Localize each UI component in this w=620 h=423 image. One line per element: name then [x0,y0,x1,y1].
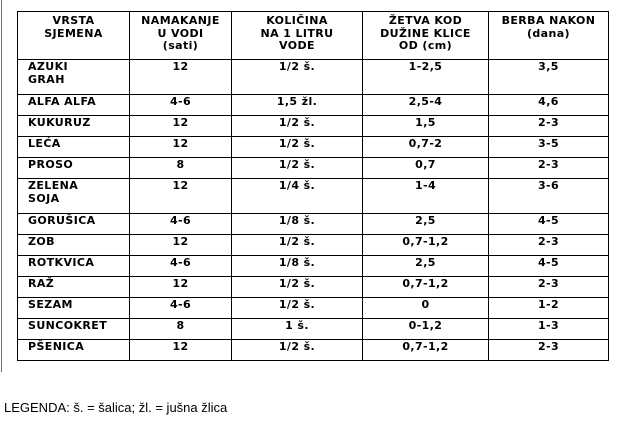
table-row [18,137,609,158]
seed-name-cell: KUKURUZ [18,116,130,137]
sprout-length-cell: 2,5 [363,214,489,235]
soaking-cell: 4-6 [130,298,232,319]
days-cell: 4-5 [489,214,609,235]
amount-cell: 1/2 š. [232,235,363,256]
soaking-cell: 4-6 [130,214,232,235]
seed-name-cell: ZELENA SOJA [18,179,130,214]
soaking-cell: 12 [130,235,232,256]
amount-cell: 1/2 š. [232,298,363,319]
soaking-cell: 12 [130,340,232,361]
soaking-cell: 12 [130,179,232,214]
seed-name-cell: PROSO [18,158,130,179]
days-cell: 1-3 [489,319,609,340]
sprouting-table [17,11,609,361]
days-cell: 4,6 [489,95,609,116]
sprout-length-cell: 1,5 [363,116,489,137]
seed-name-cell: ROTKVICA [18,256,130,277]
days-cell: 2-3 [489,340,609,361]
header-amount-per-litre: KOLIČINA NA 1 LITRU VODE [232,12,363,60]
soaking-cell: 8 [130,158,232,179]
seed-name-cell: RAŽ [18,277,130,298]
sprout-length-cell: 0,7-1,2 [363,235,489,256]
table-row [18,95,609,116]
sprout-length-cell: 0,7-1,2 [363,340,489,361]
amount-cell: 1,5 žl. [232,95,363,116]
amount-cell: 1/2 š. [232,340,363,361]
soaking-cell: 12 [130,137,232,158]
seed-name-cell: LEĆA [18,137,130,158]
header-harvest-sprout-length: ŽETVA KOD DUŽINE KLICE OD (cm) [363,12,489,60]
amount-cell: 1/2 š. [232,60,363,95]
amount-cell: 1/4 š. [232,179,363,214]
sprout-length-cell: 0,7-2 [363,137,489,158]
table-row [18,214,609,235]
amount-cell: 1/2 š. [232,158,363,179]
header-soaking-hours: NAMAKANJE U VODI (sati) [130,12,232,60]
amount-cell: 1/2 š. [232,277,363,298]
sprout-length-cell: 0 [363,298,489,319]
sprout-length-cell: 1-2,5 [363,60,489,95]
days-cell: 2-3 [489,277,609,298]
seed-name-cell: PŠENICA [18,340,130,361]
amount-cell: 1 š. [232,319,363,340]
days-cell: 2-3 [489,235,609,256]
soaking-cell: 12 [130,116,232,137]
seed-name-cell: SUNCOKRET [18,319,130,340]
table-row [18,116,609,137]
sprout-length-cell: 2,5 [363,256,489,277]
seed-name-cell: GORUŠICA [18,214,130,235]
soaking-cell: 4-6 [130,256,232,277]
seed-name-cell: AZUKI GRAH [18,60,130,95]
table-row [18,319,609,340]
seed-name-cell: ZOB [18,235,130,256]
sprout-length-cell: 0,7-1,2 [363,277,489,298]
table-row [18,60,609,95]
days-cell: 2-3 [489,116,609,137]
table-row [18,277,609,298]
table-row [18,158,609,179]
table-row [18,298,609,319]
amount-cell: 1/2 š. [232,116,363,137]
header-row [18,12,609,60]
legend-text: LEGENDA: š. = šalica; žl. = jušna žlica [4,400,228,415]
header-seed-type: VRSTA SJEMENA [18,12,130,60]
header-harvest-after-days: BERBA NAKON (dana) [489,12,609,60]
sprout-length-cell: 0-1,2 [363,319,489,340]
days-cell: 3-5 [489,137,609,158]
days-cell: 2-3 [489,158,609,179]
soaking-cell: 12 [130,60,232,95]
days-cell: 4-5 [489,256,609,277]
days-cell: 3,5 [489,60,609,95]
soaking-cell: 8 [130,319,232,340]
sprout-length-cell: 2,5-4 [363,95,489,116]
days-cell: 3-6 [489,179,609,214]
table-row [18,340,609,361]
sprout-length-cell: 1-4 [363,179,489,214]
table-row [18,256,609,277]
amount-cell: 1/8 š. [232,214,363,235]
table-row [18,235,609,256]
left-divider-line [1,0,2,372]
amount-cell: 1/2 š. [232,137,363,158]
amount-cell: 1/8 š. [232,256,363,277]
soaking-cell: 4-6 [130,95,232,116]
table-row [18,179,609,214]
days-cell: 1-2 [489,298,609,319]
sprout-length-cell: 0,7 [363,158,489,179]
seed-name-cell: ALFA ALFA [18,95,130,116]
seed-name-cell: SEZAM [18,298,130,319]
soaking-cell: 12 [130,277,232,298]
